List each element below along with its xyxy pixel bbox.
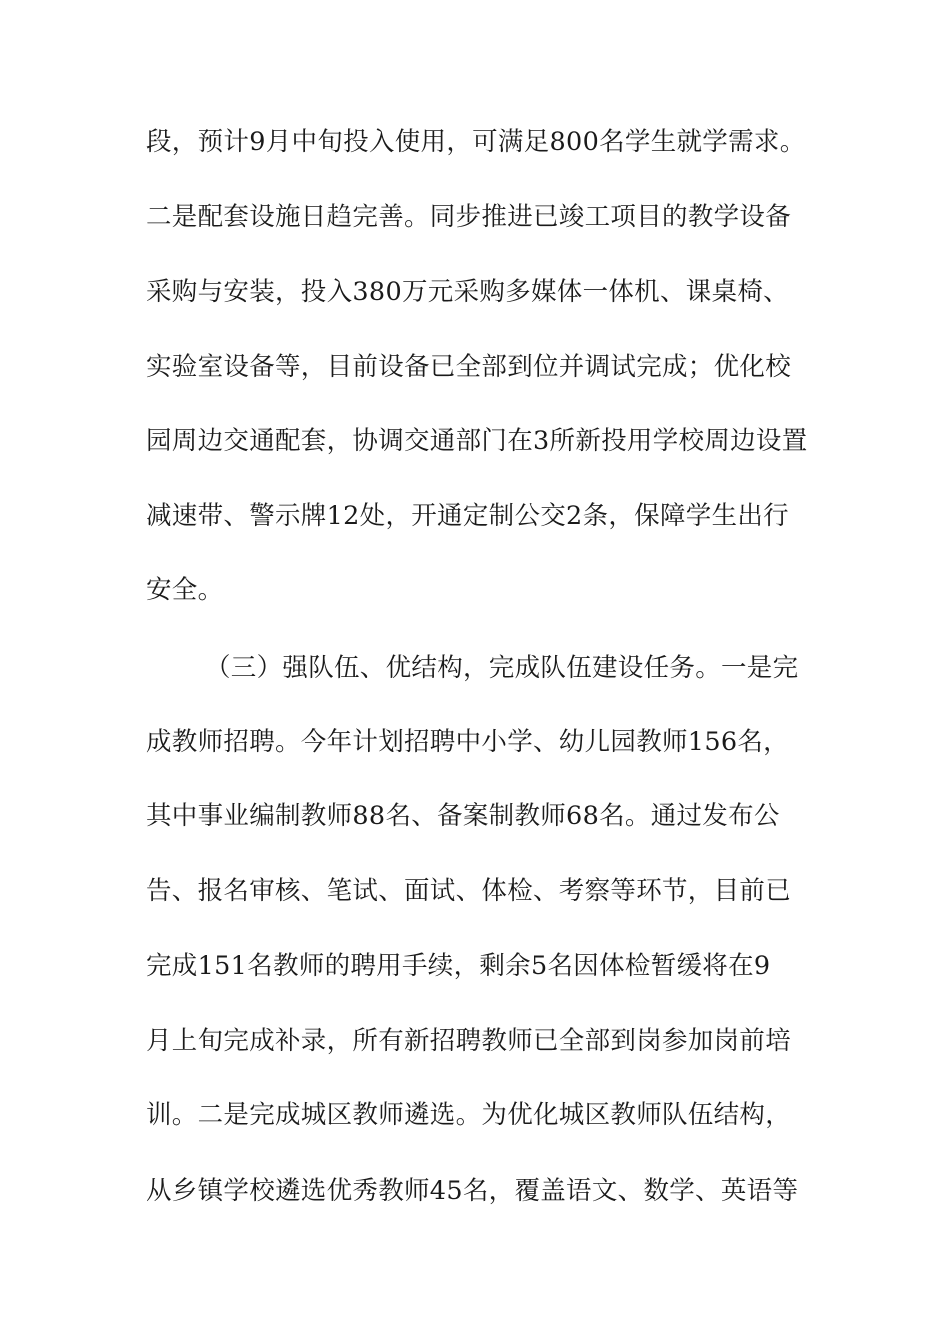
text-line: 二是配套设施日趋完善。同步推进已竣工项目的教学设备	[146, 202, 792, 232]
section-heading-line: （三）强队伍、优结构，完成队伍建设任务。一是完	[205, 653, 799, 683]
text-line: 其中事业编制教师88名、备案制教师68名。通过发布公	[146, 801, 780, 831]
text-line: 采购与安装，投入380万元采购多媒体一体机、课桌椅、	[146, 277, 789, 307]
text-line: 月上旬完成补录，所有新招聘教师已全部到岗参加岗前培	[146, 1026, 792, 1056]
text-line: 告、报名审核、笔试、面试、体检、考察等环节，目前已	[146, 876, 792, 906]
text-line: 安全。	[146, 575, 224, 605]
text-line: 完成151名教师的聘用手续，剩余5名因体检暂缓将在9	[146, 951, 771, 981]
text-line: 实验室设备等，目前设备已全部到位并调试完成；优化校	[146, 352, 792, 382]
text-line: 段，预计9月中旬投入使用，可满足800名学生就学需求。	[146, 127, 806, 157]
text-line: 减速带、警示牌12处，开通定制公交2条，保障学生出行	[146, 501, 789, 531]
text-line: 从乡镇学校遴选优秀教师45名，覆盖语文、数学、英语等	[146, 1176, 799, 1206]
text-line: 成教师招聘。今年计划招聘中小学、幼儿园教师156名，	[146, 727, 789, 757]
text-line: 训。二是完成城区教师遴选。为优化城区教师队伍结构，	[146, 1100, 792, 1130]
text-line: 园周边交通配套，协调交通部门在3所新投用学校周边设置	[146, 426, 808, 456]
